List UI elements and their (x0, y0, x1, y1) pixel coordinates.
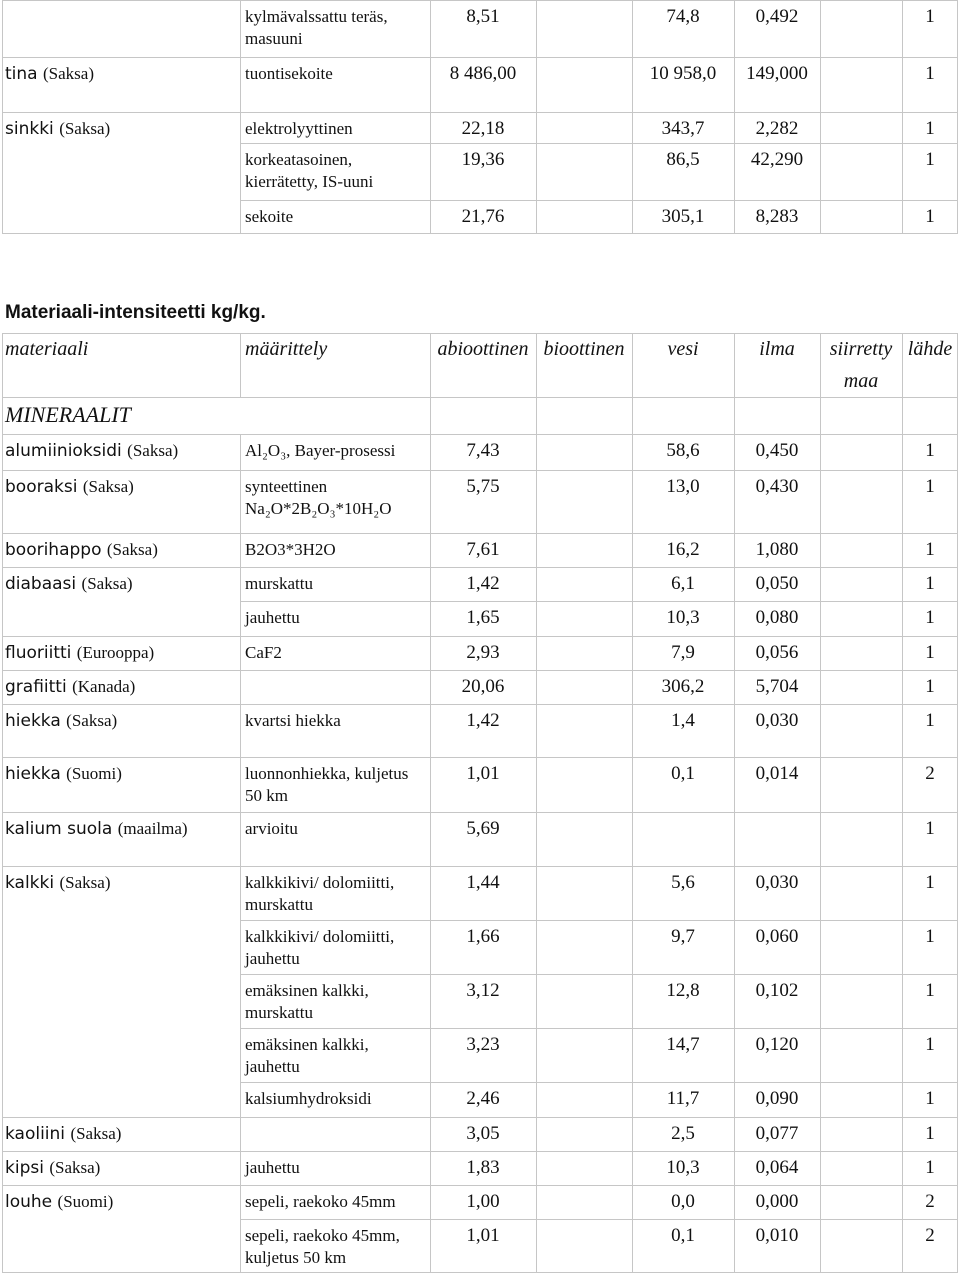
material-cell (5, 817, 237, 841)
column-divider (240, 812, 241, 866)
header-abiotic: abioottinen (437, 338, 529, 360)
column-divider (820, 1219, 821, 1272)
column-divider (2, 1117, 3, 1151)
definition-cell: sepeli, raekoko 45mm, kuljetus 50 km (245, 1226, 400, 1267)
source-value: 1 (925, 607, 935, 628)
source-value: 2 (925, 1191, 935, 1212)
water-value: 305,1 (661, 206, 705, 227)
material-region: (Saksa) (106, 540, 158, 559)
column-divider (902, 397, 903, 434)
column-divider (536, 1117, 537, 1151)
column-divider (820, 1151, 821, 1185)
source-value: 1 (925, 539, 935, 560)
column-divider (240, 1082, 241, 1117)
source-value: 1 (925, 872, 935, 893)
header-definition: määrittely (245, 338, 328, 360)
row-divider (2, 636, 958, 637)
material-cell (5, 439, 237, 463)
material-cell (5, 538, 237, 562)
definition-cell: luonnonhiekka, kuljetus 50 km (245, 764, 409, 805)
material-name: grafiitti (5, 677, 67, 697)
water-value: 6,1 (671, 573, 695, 594)
column-divider (536, 1028, 537, 1082)
column-divider (2, 397, 3, 434)
material-name: diabaasi (5, 574, 77, 594)
column-divider (240, 670, 241, 704)
column-divider (2, 470, 3, 533)
material-name: kalkki (5, 873, 55, 893)
column-divider (536, 636, 537, 670)
air-value: 0,000 (755, 1191, 799, 1212)
column-divider (536, 974, 537, 1028)
abiotic-value: 1,00 (466, 1191, 500, 1212)
column-divider (820, 1028, 821, 1082)
air-value: 0,077 (755, 1123, 799, 1144)
column-divider (2, 920, 3, 974)
air-value: 0,090 (755, 1088, 799, 1109)
row-divider (240, 1028, 958, 1029)
definition-cell: B2O3*3H2O (245, 540, 336, 559)
column-divider (820, 397, 821, 434)
air-value: 0,030 (755, 872, 799, 893)
column-divider (536, 434, 537, 470)
column-divider (240, 1151, 241, 1185)
source-value: 1 (925, 1157, 935, 1178)
material-name: hiekka (5, 764, 61, 784)
material-name: kipsi (5, 1158, 44, 1178)
material-region: (Suomi) (57, 1192, 114, 1211)
column-divider (820, 920, 821, 974)
row-divider (2, 567, 958, 568)
material-region: (Suomi) (66, 764, 122, 783)
source-value: 2 (925, 1225, 935, 1246)
air-value: 42,290 (750, 149, 804, 170)
abiotic-value: 7,43 (466, 440, 500, 461)
column-divider (820, 434, 821, 470)
column-divider (820, 567, 821, 601)
header-water: vesi (667, 338, 699, 360)
column-divider (820, 704, 821, 757)
definition-cell: sepeli, raekoko 45mm (245, 1192, 396, 1211)
air-value: 0,030 (755, 710, 799, 731)
column-divider (240, 704, 241, 757)
material-cell (5, 871, 237, 895)
column-divider (430, 397, 431, 434)
material-cell (5, 709, 237, 733)
definition-cell: jauhettu (245, 1158, 300, 1177)
source-value: 1 (925, 1034, 935, 1055)
material-region: (Saksa) (82, 477, 134, 496)
column-divider (820, 1185, 821, 1219)
column-divider (536, 670, 537, 704)
air-value: 149,000 (746, 63, 808, 84)
column-divider (820, 670, 821, 704)
air-value: 0,450 (755, 440, 799, 461)
row-divider (2, 704, 958, 705)
column-divider (240, 601, 241, 636)
abiotic-value: 8 486,00 (449, 63, 517, 84)
material-name: tina (5, 64, 38, 84)
column-divider (2, 601, 3, 636)
definition-cell: CaF2 (245, 643, 282, 662)
abiotic-value: 3,23 (466, 1034, 500, 1055)
abiotic-value: 20,06 (461, 676, 505, 697)
water-value: 0,0 (671, 1191, 695, 1212)
column-divider (240, 1185, 241, 1219)
column-divider (2, 533, 3, 567)
material-cell (5, 1156, 237, 1180)
abiotic-value: 2,93 (466, 642, 500, 663)
column-divider (536, 1151, 537, 1185)
column-divider (2, 333, 3, 397)
material-region: (Saksa) (49, 1158, 101, 1177)
column-divider (536, 812, 537, 866)
water-value: 9,7 (671, 926, 695, 947)
material-name: boorihappo (5, 540, 102, 560)
source-value: 1 (925, 63, 935, 84)
water-value: 1,4 (671, 710, 695, 731)
column-divider (2, 1028, 3, 1082)
abiotic-value: 21,76 (461, 206, 505, 227)
air-value: 0,080 (755, 607, 799, 628)
abiotic-value: 1,83 (466, 1157, 500, 1178)
air-value: 0,056 (755, 642, 799, 663)
abiotic-value: 7,61 (466, 539, 500, 560)
source-value: 1 (925, 1088, 935, 1109)
water-value: 0,1 (671, 763, 695, 784)
material-cell (5, 1190, 237, 1214)
material-name: kalium suola (5, 819, 113, 839)
abiotic-value: 1,01 (466, 763, 500, 784)
row-divider (2, 670, 958, 671)
source-value: 1 (925, 476, 935, 497)
column-divider (240, 1219, 241, 1272)
definition-cell: tuontisekoite (245, 64, 333, 83)
source-value: 1 (925, 440, 935, 461)
section-title: Materiaali-intensiteetti kg/kg. (5, 302, 266, 323)
water-value: 13,0 (666, 476, 700, 497)
material-cell (5, 1122, 237, 1146)
water-value: 7,9 (671, 642, 695, 663)
column-divider (2, 434, 3, 470)
air-value: 0,120 (755, 1034, 799, 1055)
column-divider (820, 601, 821, 636)
abiotic-value: 1,66 (466, 926, 500, 947)
material-name: kaoliini (5, 1124, 66, 1144)
material-name: louhe (5, 1192, 53, 1212)
water-value: 58,6 (666, 440, 700, 461)
abiotic-value: 1,42 (466, 573, 500, 594)
abiotic-value: 1,01 (466, 1225, 500, 1246)
water-value: 343,7 (661, 118, 705, 139)
column-divider (240, 974, 241, 1028)
column-divider (2, 866, 3, 920)
water-value: 12,8 (666, 980, 700, 1001)
source-value: 1 (925, 206, 935, 227)
definition-cell: Al₂O₃, Bayer-prosessi (245, 441, 396, 460)
material-name: sinkki (5, 119, 54, 139)
source-value: 1 (925, 149, 935, 170)
row-divider (2, 533, 958, 534)
abiotic-value: 2,46 (466, 1088, 500, 1109)
column-divider (240, 567, 241, 601)
material-cell (5, 641, 237, 665)
water-value: 11,7 (666, 1088, 700, 1109)
material-cell (5, 675, 237, 699)
column-divider (240, 533, 241, 567)
column-divider (240, 470, 241, 533)
column-divider (240, 1117, 241, 1151)
definition-cell: korkeatasoinen, kierrätetty, IS-uuni (245, 150, 374, 191)
column-divider (240, 434, 241, 470)
column-divider (2, 812, 3, 866)
material-region: (Kanada) (72, 677, 136, 696)
source-value: 1 (925, 818, 935, 839)
material-cell (5, 475, 237, 499)
abiotic-value: 19,36 (461, 149, 505, 170)
column-divider (240, 920, 241, 974)
air-value: 0,010 (755, 1225, 799, 1246)
material-region: (Saksa) (70, 1124, 122, 1143)
definition-cell: jauhettu (245, 608, 300, 627)
column-divider (240, 757, 241, 812)
definition-cell: kvartsi hiekka (245, 711, 341, 730)
column-divider (820, 757, 821, 812)
air-value: 0,014 (755, 763, 799, 784)
definition-cell: kalkkikivi/ dolomiitti, murskattu (245, 873, 395, 914)
column-divider (632, 397, 633, 434)
source-value: 1 (925, 710, 935, 731)
air-value: 1,080 (755, 539, 799, 560)
air-value: 0,060 (755, 926, 799, 947)
column-divider (2, 704, 3, 757)
column-divider (240, 333, 241, 397)
material-cell (5, 572, 237, 596)
abiotic-value: 8,51 (466, 6, 500, 27)
material-region: (Saksa) (43, 64, 94, 83)
row-divider (240, 1219, 958, 1220)
air-value: 0,430 (755, 476, 799, 497)
abiotic-value: 1,42 (466, 710, 500, 731)
source-value: 1 (925, 980, 935, 1001)
column-divider (820, 636, 821, 670)
material-region: (Saksa) (66, 711, 118, 730)
water-value: 306,2 (661, 676, 705, 697)
column-divider (632, 812, 633, 866)
definition-cell: emäksinen kalkki, jauhettu (245, 1035, 369, 1076)
row-divider (2, 1185, 958, 1186)
abiotic-value: 3,12 (466, 980, 500, 1001)
column-divider (536, 397, 537, 434)
header-source: lähde (907, 338, 953, 360)
air-value: 2,282 (755, 118, 799, 139)
source-value: 1 (925, 926, 935, 947)
water-value: 10,3 (666, 1157, 700, 1178)
definition-cell: synteettinen Na₂O*2B₂O₃*10H₂O (245, 477, 392, 518)
material-region: (maailma) (117, 819, 188, 838)
water-value: 10 958,0 (649, 63, 717, 84)
column-divider (2, 974, 3, 1028)
column-divider (734, 812, 735, 866)
source-value: 1 (925, 1123, 935, 1144)
material-name: hiekka (5, 711, 61, 731)
material-region: (Eurooppa) (76, 643, 155, 662)
air-value: 0,050 (755, 573, 799, 594)
row-divider (2, 434, 958, 435)
column-divider (820, 470, 821, 533)
column-divider (2, 636, 3, 670)
row-divider (240, 601, 958, 602)
column-divider (536, 470, 537, 533)
material-cell (5, 762, 237, 786)
category-label: MINERAALIT (5, 402, 131, 427)
header-moved-soil: siirretty maa (829, 338, 893, 392)
source-value: 1 (925, 118, 935, 139)
definition-cell: kalkkikivi/ dolomiitti, jauhettu (245, 927, 395, 968)
row-divider (2, 866, 958, 867)
source-value: 2 (925, 763, 935, 784)
column-divider (536, 704, 537, 757)
definition-cell: emäksinen kalkki, murskattu (245, 981, 369, 1022)
row-divider (240, 1082, 958, 1083)
definition-cell: kylmävalssattu teräs, masuuni (245, 7, 388, 48)
column-divider (820, 1117, 821, 1151)
column-divider (536, 601, 537, 636)
column-divider (240, 636, 241, 670)
air-value: 0,102 (755, 980, 799, 1001)
air-value: 0,492 (755, 6, 799, 27)
water-value: 10,3 (666, 607, 700, 628)
material-name: fluoriitti (5, 643, 72, 663)
source-value: 1 (925, 676, 935, 697)
source-value: 1 (925, 642, 935, 663)
source-value: 1 (925, 573, 935, 594)
column-divider (536, 1219, 537, 1272)
header-biotic: bioottinen (543, 338, 625, 360)
water-value: 5,6 (671, 872, 695, 893)
abiotic-value: 5,75 (466, 476, 500, 497)
column-divider (536, 567, 537, 601)
column-divider (536, 757, 537, 812)
column-divider (957, 397, 958, 434)
material-region: (Saksa) (127, 441, 179, 460)
definition-cell: kalsiumhydroksidi (245, 1089, 372, 1108)
water-value: 2,5 (671, 1123, 695, 1144)
water-value: 16,2 (666, 539, 700, 560)
definition-cell: arvioitu (245, 819, 298, 838)
column-divider (2, 757, 3, 812)
column-divider (536, 920, 537, 974)
material-region: (Saksa) (81, 574, 133, 593)
row-divider (2, 397, 958, 398)
column-divider (820, 866, 821, 920)
row-divider (2, 470, 958, 471)
water-value: 0,1 (671, 1225, 695, 1246)
material-name: booraksi (5, 477, 78, 497)
row-divider (2, 812, 958, 813)
water-value: 74,8 (666, 6, 700, 27)
water-value: 86,5 (666, 149, 700, 170)
row-divider (240, 920, 958, 921)
definition-cell: elektrolyyttinen (245, 119, 353, 138)
column-divider (820, 974, 821, 1028)
column-divider (536, 533, 537, 567)
air-value: 5,704 (755, 676, 799, 697)
source-value: 1 (925, 6, 935, 27)
definition-cell: sekoite (245, 207, 294, 226)
header-air: ilma (759, 338, 795, 360)
abiotic-value: 1,44 (466, 872, 500, 893)
abiotic-value: 1,65 (466, 607, 500, 628)
row-divider (2, 757, 958, 758)
column-divider (536, 866, 537, 920)
column-divider (2, 1151, 3, 1185)
header-material: materiaali (5, 338, 89, 360)
material-name: alumiinioksidi (5, 441, 122, 461)
column-divider (2, 1185, 3, 1219)
column-divider (820, 1082, 821, 1117)
abiotic-value: 3,05 (466, 1123, 500, 1144)
row-divider (2, 1151, 958, 1152)
column-divider (536, 1082, 537, 1117)
abiotic-value: 5,69 (466, 818, 500, 839)
column-divider (2, 1082, 3, 1117)
column-divider (2, 567, 3, 601)
column-divider (240, 866, 241, 920)
abiotic-value: 22,18 (461, 118, 505, 139)
column-divider (240, 1028, 241, 1082)
column-divider (536, 1185, 537, 1219)
material-region: (Saksa) (59, 873, 111, 892)
definition-cell: murskattu (245, 574, 313, 593)
row-divider (2, 1117, 958, 1118)
column-divider (734, 397, 735, 434)
row-divider (240, 974, 958, 975)
material-region: (Saksa) (59, 119, 111, 138)
air-value: 0,064 (755, 1157, 799, 1178)
column-divider (2, 670, 3, 704)
water-value: 14,7 (666, 1034, 700, 1055)
column-divider (820, 812, 821, 866)
column-divider (2, 1219, 3, 1272)
air-value: 8,283 (755, 206, 799, 227)
column-divider (820, 533, 821, 567)
